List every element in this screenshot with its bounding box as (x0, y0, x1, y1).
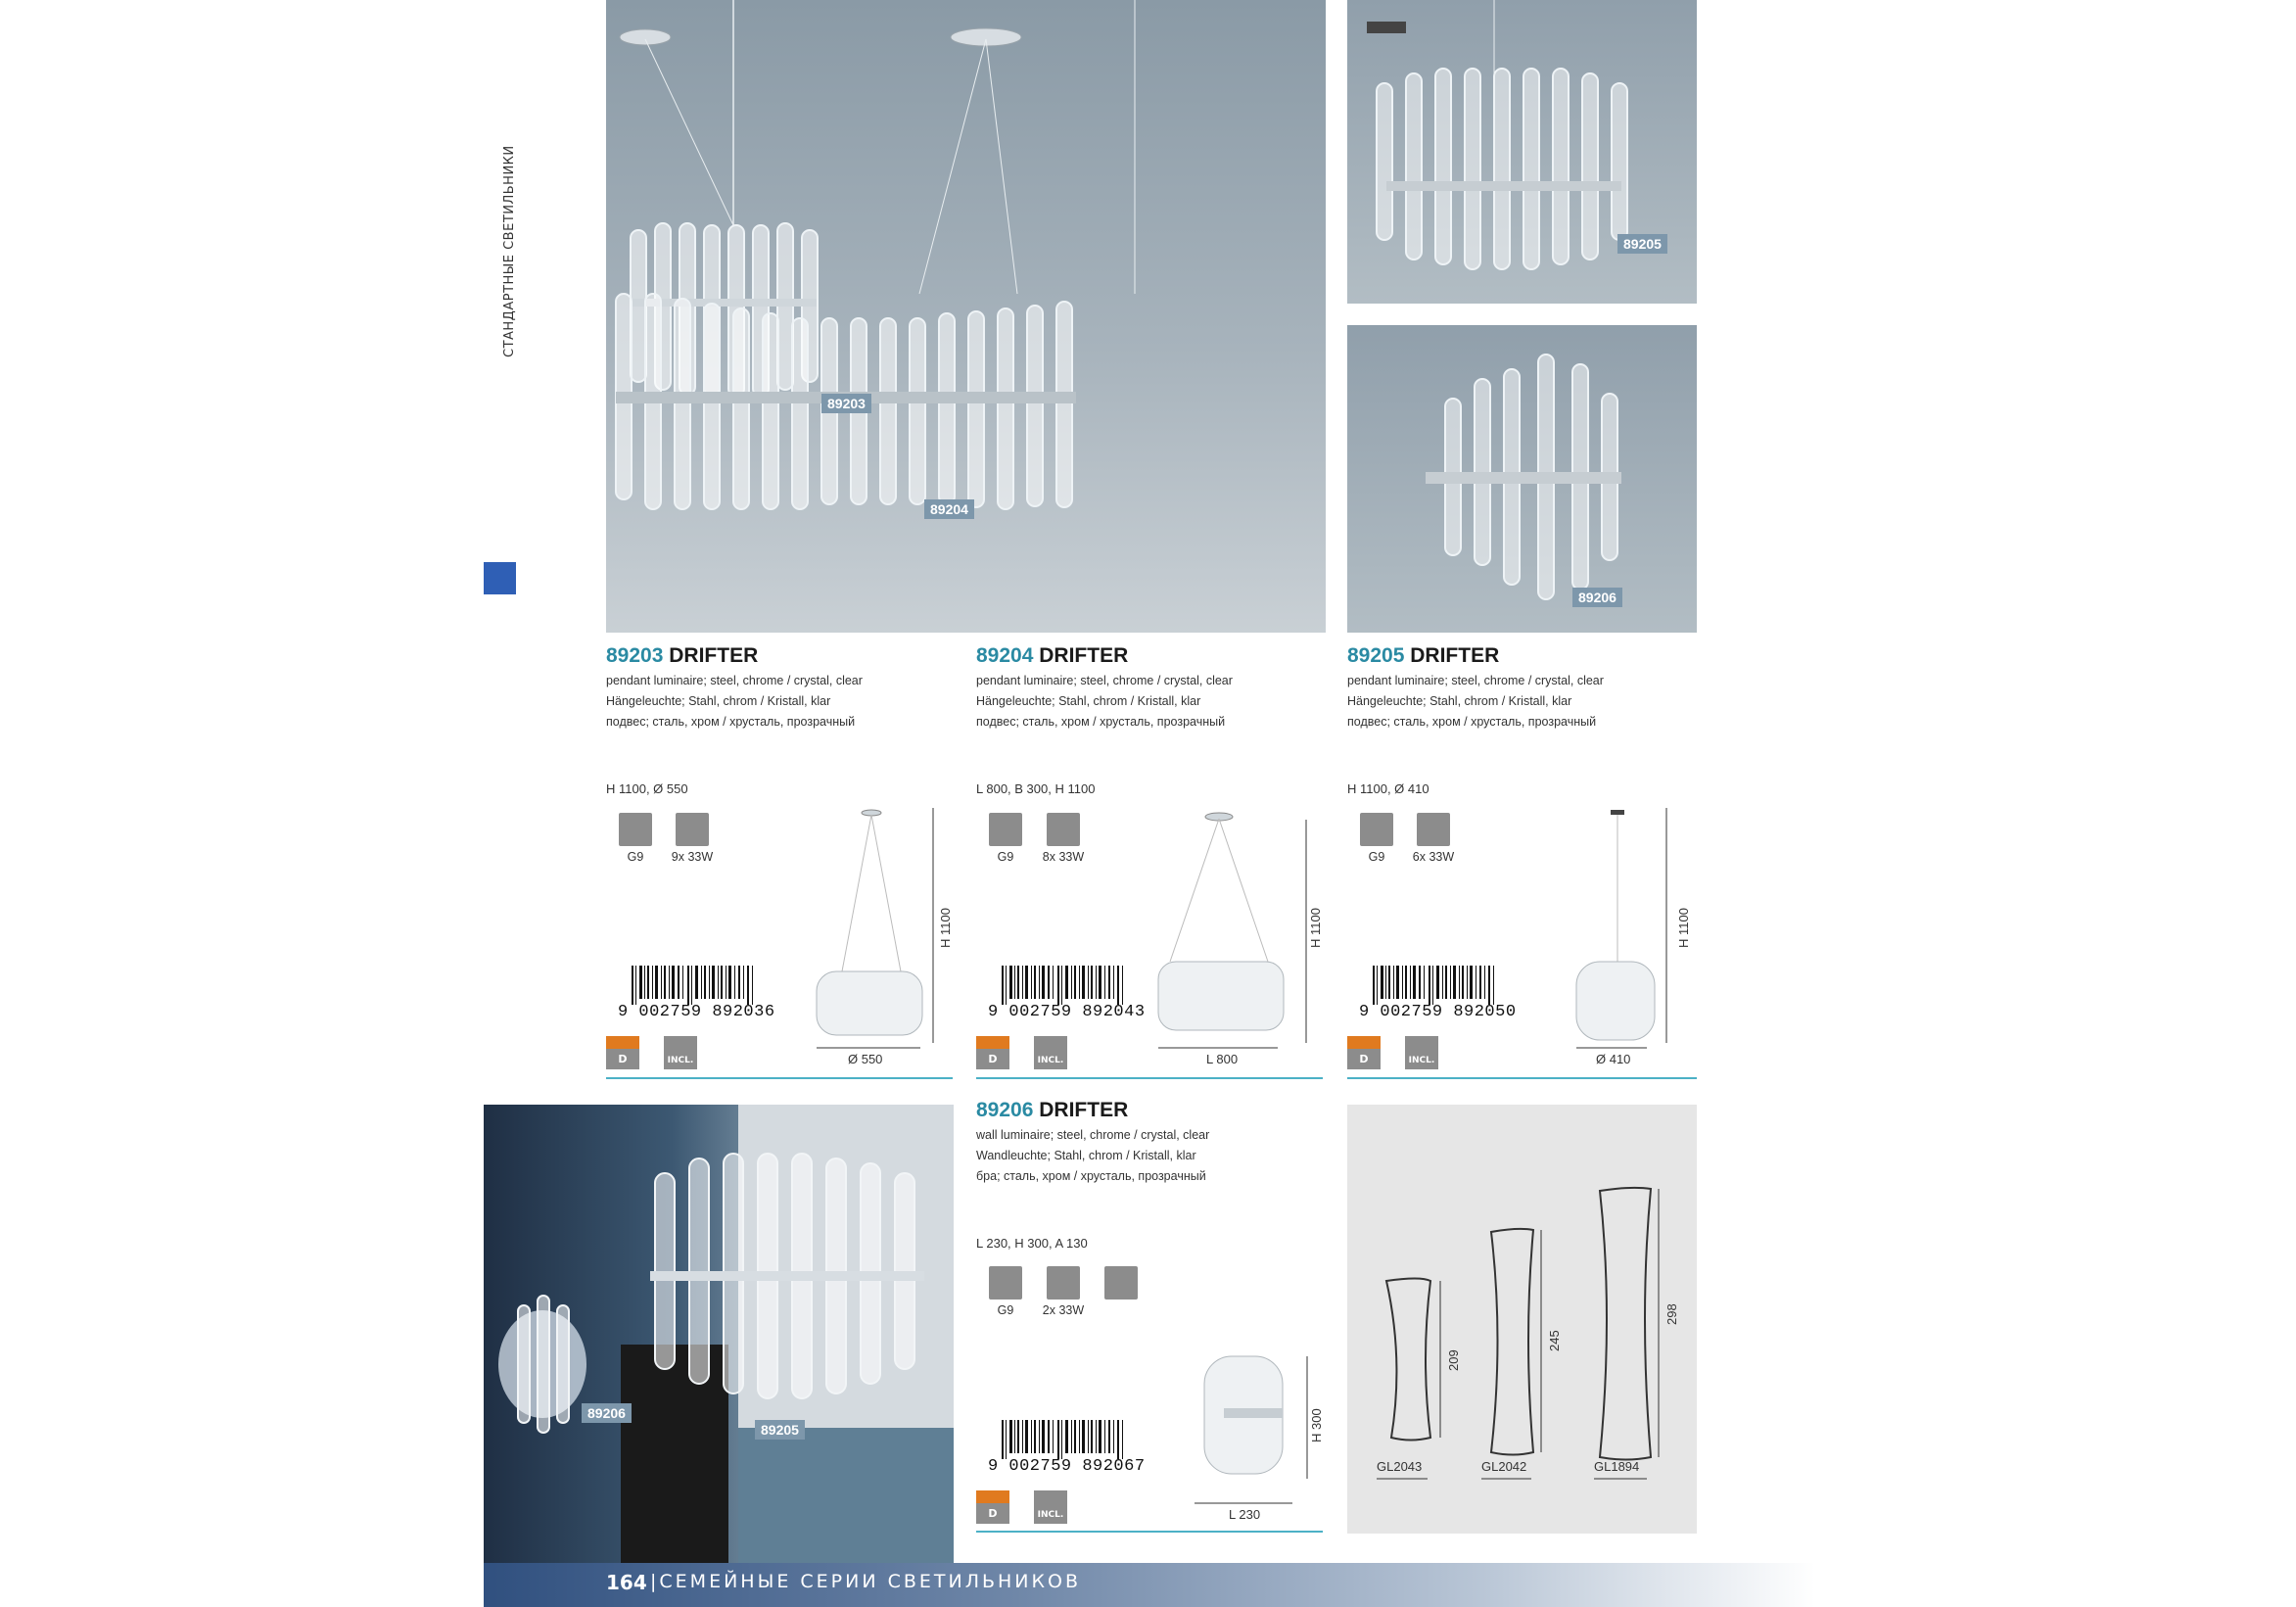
width-dimension: Ø 550 (848, 1052, 883, 1066)
bulb-icon (1417, 813, 1450, 846)
width-dimension: L 230 (1229, 1507, 1261, 1522)
chandelier-illustration (606, 0, 1326, 633)
socket-g9-icon (989, 813, 1022, 846)
bulb-icon (1047, 1266, 1080, 1300)
bulb-included-icon: INCL. (1405, 1036, 1438, 1069)
energy-class-badge: D (976, 1490, 1009, 1524)
socket-g9-icon (619, 813, 652, 846)
page-number: 164 (606, 1571, 647, 1594)
bulb-icon (1047, 813, 1080, 846)
divider (976, 1531, 1323, 1533)
product-89203-desc: pendant luminaire; steel, chrome / crystal, clear Hängeleuchte; Stahl, chrom / Kristall, klar подвес; сталь, хром / хрусталь, прозрачный (606, 674, 863, 729)
photo-tag-89206-mid: 89206 (1572, 588, 1622, 607)
glass-part-height: 209 (1446, 1349, 1461, 1371)
energy-class-badge: D (976, 1036, 1009, 1069)
product-89203-title: 89203 DRIFTER (606, 644, 759, 667)
divider (976, 1077, 1323, 1079)
product-89205-desc: pendant luminaire; steel, chrome / crystal, clear Hängeleuchte; Stahl, chrom / Kristall, klar подвес; сталь, хром / хрусталь, прозрачный (1347, 674, 1604, 729)
socket-label: G9 (997, 1303, 1014, 1317)
bulb-label: 8x 33W (1042, 850, 1085, 864)
height-dimension: H 1100 (938, 908, 953, 948)
technical-drawing-89203 (803, 805, 960, 1050)
socket-label: G9 (997, 850, 1014, 864)
glass-part-height: 298 (1664, 1303, 1679, 1325)
bulb-label: 9x 33W (671, 850, 714, 864)
width-dimension: L 800 (1206, 1052, 1239, 1066)
barcode-number: 9 002759 892067 (988, 1457, 1146, 1476)
glass-part-code: GL1894 (1594, 1459, 1640, 1474)
technical-drawing-89205 (1557, 805, 1684, 1050)
barcode-number: 9 002759 892043 (988, 1003, 1146, 1021)
product-89205-dims: H 1100, Ø 410 (1347, 781, 1429, 796)
page-footer (484, 1563, 1815, 1607)
barcode-number: 9 002759 892036 (618, 1003, 775, 1021)
main-photo (606, 0, 1326, 633)
socket-label: G9 (1368, 850, 1385, 864)
section-color-marker (484, 562, 516, 594)
room-scene-illustration (484, 1105, 954, 1607)
height-dimension: H 1100 (1676, 908, 1691, 948)
energy-class-badge: D (1347, 1036, 1381, 1069)
glass-parts-panel (1347, 1105, 1697, 1534)
socket-label: G9 (627, 850, 644, 864)
height-dimension: H 300 (1309, 1408, 1324, 1442)
product-89206-desc: wall luminaire; steel, chrome / crystal, clear Wandleuchte; Stahl, chrom / Kristall, klar бра; сталь, хром / хрусталь, прозрачный (976, 1128, 1210, 1183)
socket-g9-icon (1360, 813, 1393, 846)
product-89205-title: 89205 DRIFTER (1347, 644, 1500, 667)
glass-part-code: GL2042 (1481, 1459, 1527, 1474)
width-dimension: Ø 410 (1596, 1052, 1631, 1066)
photo-tag-89203: 89203 (821, 394, 871, 413)
bulb-label: 6x 33W (1412, 850, 1455, 864)
glass-part-code: GL2043 (1377, 1459, 1423, 1474)
divider (1347, 1077, 1697, 1079)
product-89206-dims: L 230, H 300, A 130 (976, 1236, 1088, 1251)
bulb-label: 2x 33W (1042, 1303, 1085, 1317)
wall-light-89206-illustration (1347, 325, 1697, 633)
barcode-number: 9 002759 892050 (1359, 1003, 1517, 1021)
section-side-label: СТАНДАРТНЫЕ СВЕТИЛЬНИКИ (502, 145, 517, 357)
bulb-included-icon: INCL. (1034, 1490, 1067, 1524)
bulb-icon (676, 813, 709, 846)
photo-tag-89205-room: 89205 (755, 1420, 805, 1440)
technical-drawing-89204 (1150, 805, 1317, 1050)
technical-drawing-89206 (1190, 1351, 1317, 1508)
footer-title: |СЕМЕЙНЫЕ СЕРИИ СВЕТИЛЬНИКОВ (650, 1571, 1081, 1592)
energy-class-badge: D (606, 1036, 639, 1069)
photo-tag-89206-room: 89206 (582, 1403, 632, 1423)
product-89204-dims: L 800, B 300, H 1100 (976, 781, 1096, 796)
barcode (1002, 966, 1125, 1005)
photo-89205 (1347, 0, 1697, 304)
bulb-included-icon: INCL. (664, 1036, 697, 1069)
divider (606, 1077, 953, 1079)
photo-tag-89205-top: 89205 (1617, 234, 1667, 254)
switch-icon (1104, 1266, 1138, 1300)
glass-part-height: 245 (1547, 1330, 1562, 1351)
product-89204-title: 89204 DRIFTER (976, 644, 1129, 667)
height-dimension: H 1100 (1308, 908, 1323, 948)
product-89203-dims: H 1100, Ø 550 (606, 781, 688, 796)
product-89204-desc: pendant luminaire; steel, chrome / crystal, clear Hängeleuchte; Stahl, chrom / Kristall, klar подвес; сталь, хром / хрусталь, прозрачный (976, 674, 1233, 729)
room-photo (484, 1105, 954, 1607)
photo-89206 (1347, 325, 1697, 633)
bulb-included-icon: INCL. (1034, 1036, 1067, 1069)
barcode (1002, 1420, 1125, 1459)
socket-g9-icon (989, 1266, 1022, 1300)
product-89206-title: 89206 DRIFTER (976, 1099, 1129, 1121)
barcode (1373, 966, 1496, 1005)
chandelier-89205-illustration (1347, 0, 1697, 304)
barcode (632, 966, 755, 1005)
photo-tag-89204: 89204 (924, 499, 974, 519)
